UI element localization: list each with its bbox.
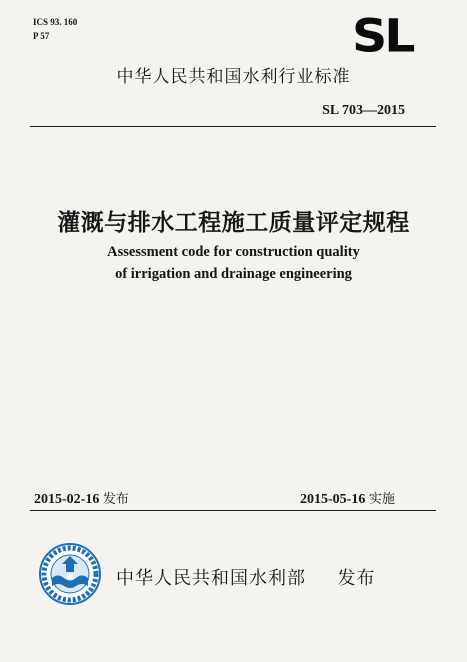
publisher-action: 发布 xyxy=(337,568,376,589)
top-divider xyxy=(30,126,436,127)
publisher-line xyxy=(116,564,375,590)
sl-logo: SL xyxy=(352,10,413,63)
bottom-divider xyxy=(30,510,436,511)
title-english-line1: Assessment code for construction quality xyxy=(107,244,360,260)
standard-number: SL 703—2015 xyxy=(322,103,405,118)
implement-date: 2015-05-16 xyxy=(300,492,366,507)
ccs-code: P 57 xyxy=(33,31,50,41)
implement-date-line xyxy=(300,488,395,508)
issue-date: 2015-02-16 xyxy=(34,492,100,507)
ministry-emblem-icon xyxy=(38,542,102,606)
title-chinese: 灌溉与排水工程施工质量评定规程 xyxy=(57,210,410,236)
issuing-standard-category: 中华人民共和国水利行业标准 xyxy=(116,67,351,87)
issue-label: 发布 xyxy=(102,492,129,507)
ics-code: ICS 93. 160 xyxy=(33,17,78,27)
title-english-line2: of irrigation and drainage engineering xyxy=(115,266,352,282)
implement-label: 实施 xyxy=(368,492,395,507)
issue-date-line xyxy=(34,488,129,508)
publisher-name: 中华人民共和国水利部 xyxy=(116,568,306,589)
